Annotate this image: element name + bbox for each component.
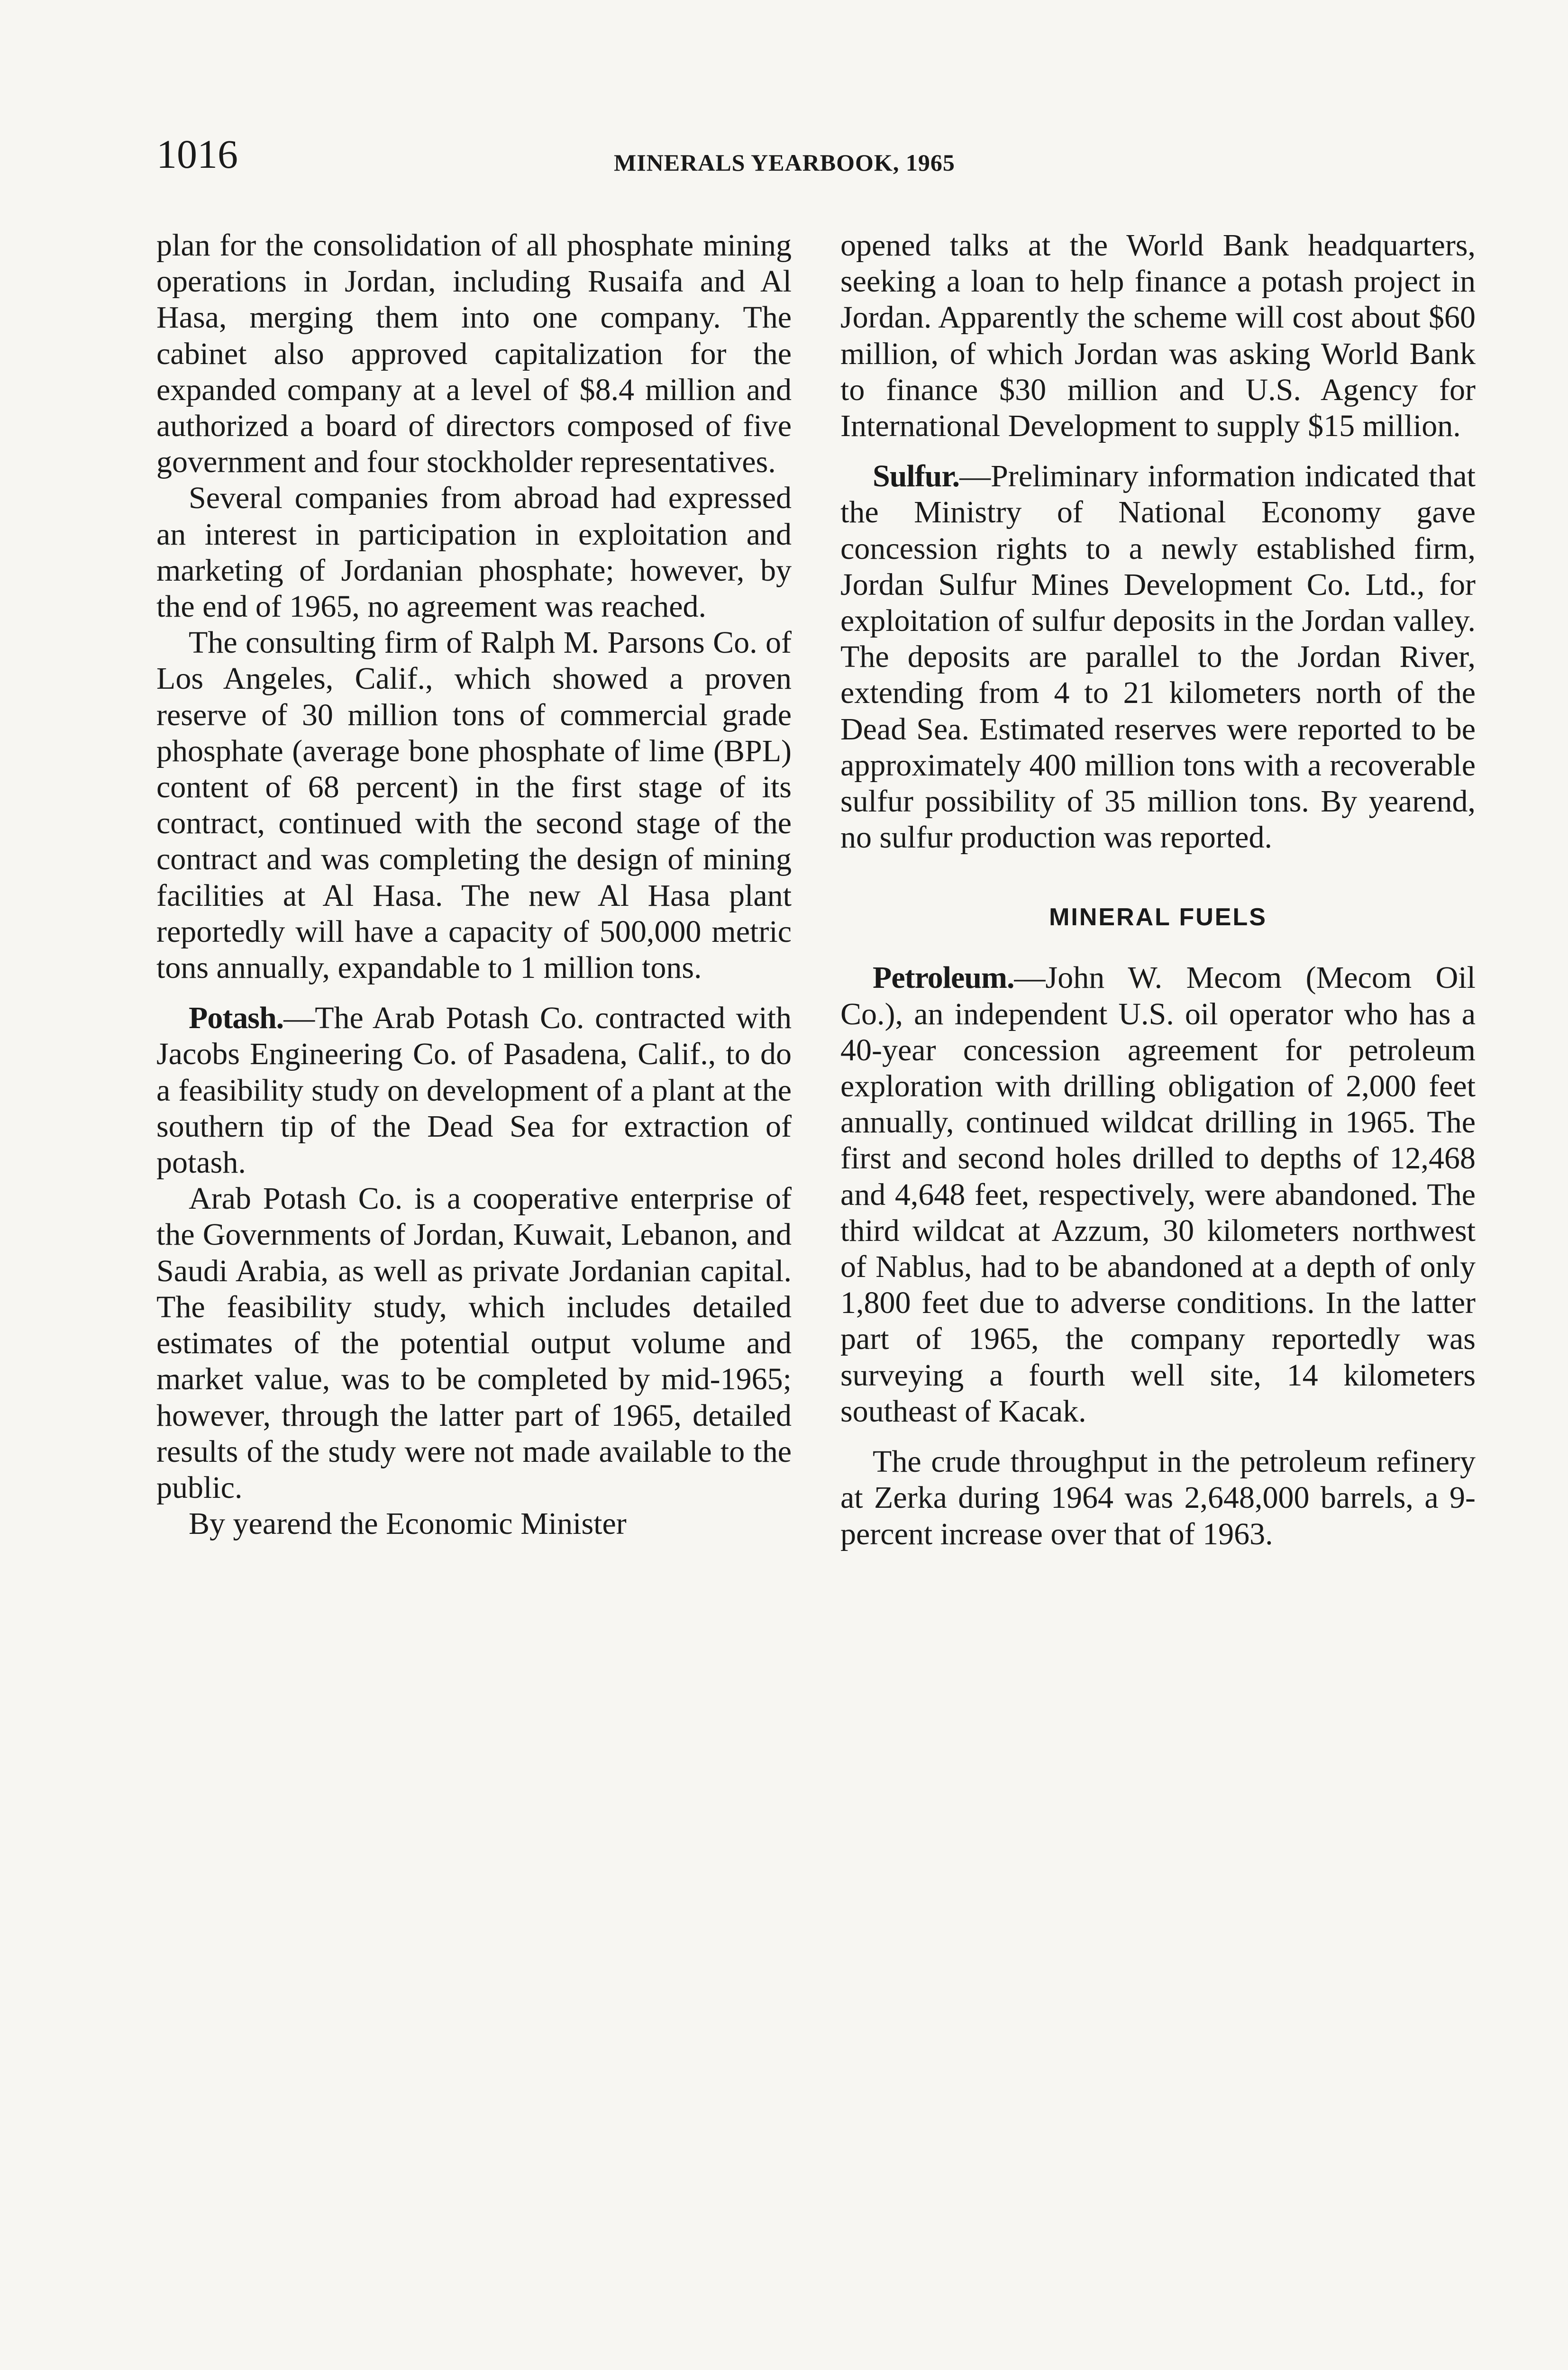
paragraph-economic-minister: By yearend the Economic Minister [189, 1506, 627, 1541]
paragraph-parsons-study: The consulting firm of Ralph M. Parsons Co. of Los Angeles, Calif., which showed a proven reserve of 30 million tons of commercial grade phosphate (average bone phosphate of lime (BPL) content of 68 percent) in the first stage of its contract, continued with the second stage of the contract and was completing the design of mining facilities at Al Hasa. The new Al Hasa plant reportedly will have a capacity of 500,000 metric tons annually, expandable to 1 million tons. [156, 625, 792, 985]
paragraph-phosphate-consolidation: plan for the consolidation of all phosphate mining operations in Jordan, including Rusaifa and Al Hasa, merging them into one company. The cabinet also approved capitalization for the expanded company at a level of $8.4 million and authorized a board of directors composed of five government and four stockholder representatives. [156, 228, 792, 480]
paragraph-refinery-throughput: The crude throughput in the petroleum refinery at Zerka during 1964 was 2,648,000 barrels, a 9-percent increase over that of 1963. [840, 1444, 1476, 1551]
paragraph-arab-potash: Arab Potash Co. is a cooperative enterprise of the Governments of Jordan, Kuwait, Lebanon, and Saudi Arabia, as well as private Jordanian capital. The feasibility study, which includes detailed estimates of the potential output volume and market value, was to be completed by mid-1965; however, through the latter part of 1965, detailed results of the study were not made available to the public. [156, 1181, 792, 1505]
potash-run-in-heading: Potash. [189, 1001, 284, 1036]
petroleum-text: —John W. Mecom (Mecom Oil Co.), an independent U.S. oil operator who has a 40-year concession agreement for petroleum exploration with drilling obligation of 2,000 feet annually, continued wildcat drilling in 1965. The first and second holes drilled to depths of 12,468 and 4,648 feet, respectively, were abandoned. The third wildcat at Azzum, 30 kilometers northwest of Nablus, had to be abandoned at a depth of only 1,800 feet due to adverse conditions. In the latter part of 1965, the company reportedly was surveying a fourth well site, 14 kilometers southeast of Kacak. [840, 960, 1476, 1429]
petroleum-run-in-heading: Petroleum. [873, 960, 1014, 995]
paragraph-world-bank: opened talks at the World Bank headquarters, seeking a loan to help finance a potash project in Jordan. Apparently the scheme will cost about $60 million, of which Jordan was asking World Bank to finance $30 million and U.S. Agency for International Development to supply $15 million. [840, 228, 1476, 444]
paragraph-potash [156, 1000, 792, 1181]
paragraph-sulfur [840, 458, 1476, 856]
right-column [840, 228, 1476, 1552]
left-column [156, 228, 792, 1542]
paragraph-foreign-interest: Several companies from abroad had expressed an interest in participation in exploitation and marketing of Jordanian phosphate; however, by the end of 1965, no agreement was reached. [156, 481, 792, 624]
sulfur-text: —Preliminary information indicated that the Ministry of National Economy gave concession rights to a newly established firm, Jordan Sulfur Mines Development Co. Ltd., for exploitation of sulfur deposits in the Jordan valley. The deposits are parallel to the Jordan River, extending from 4 to 21 kilometers north of the Dead Sea. Estimated reserves were reported to be approximately 400 million tons with a recoverable sulfur possibility of 35 million tons. By yearend, no sulfur production was reported. [840, 459, 1476, 855]
potash-text: —The Arab Potash Co. contracted with Jacobs Engineering Co. of Pasadena, Calif., to do a feasibility study on development of a plant at the southern tip of the Dead Sea for extraction of potash. [156, 1001, 792, 1180]
running-head: MINERALS YEARBOOK, 1965 [614, 149, 955, 176]
sulfur-run-in-heading: Sulfur. [873, 459, 960, 494]
paragraph-petroleum [840, 960, 1476, 1430]
page-number: 1016 [156, 131, 238, 177]
section-heading-mineral-fuels: MINERAL FUELS [1049, 903, 1267, 931]
